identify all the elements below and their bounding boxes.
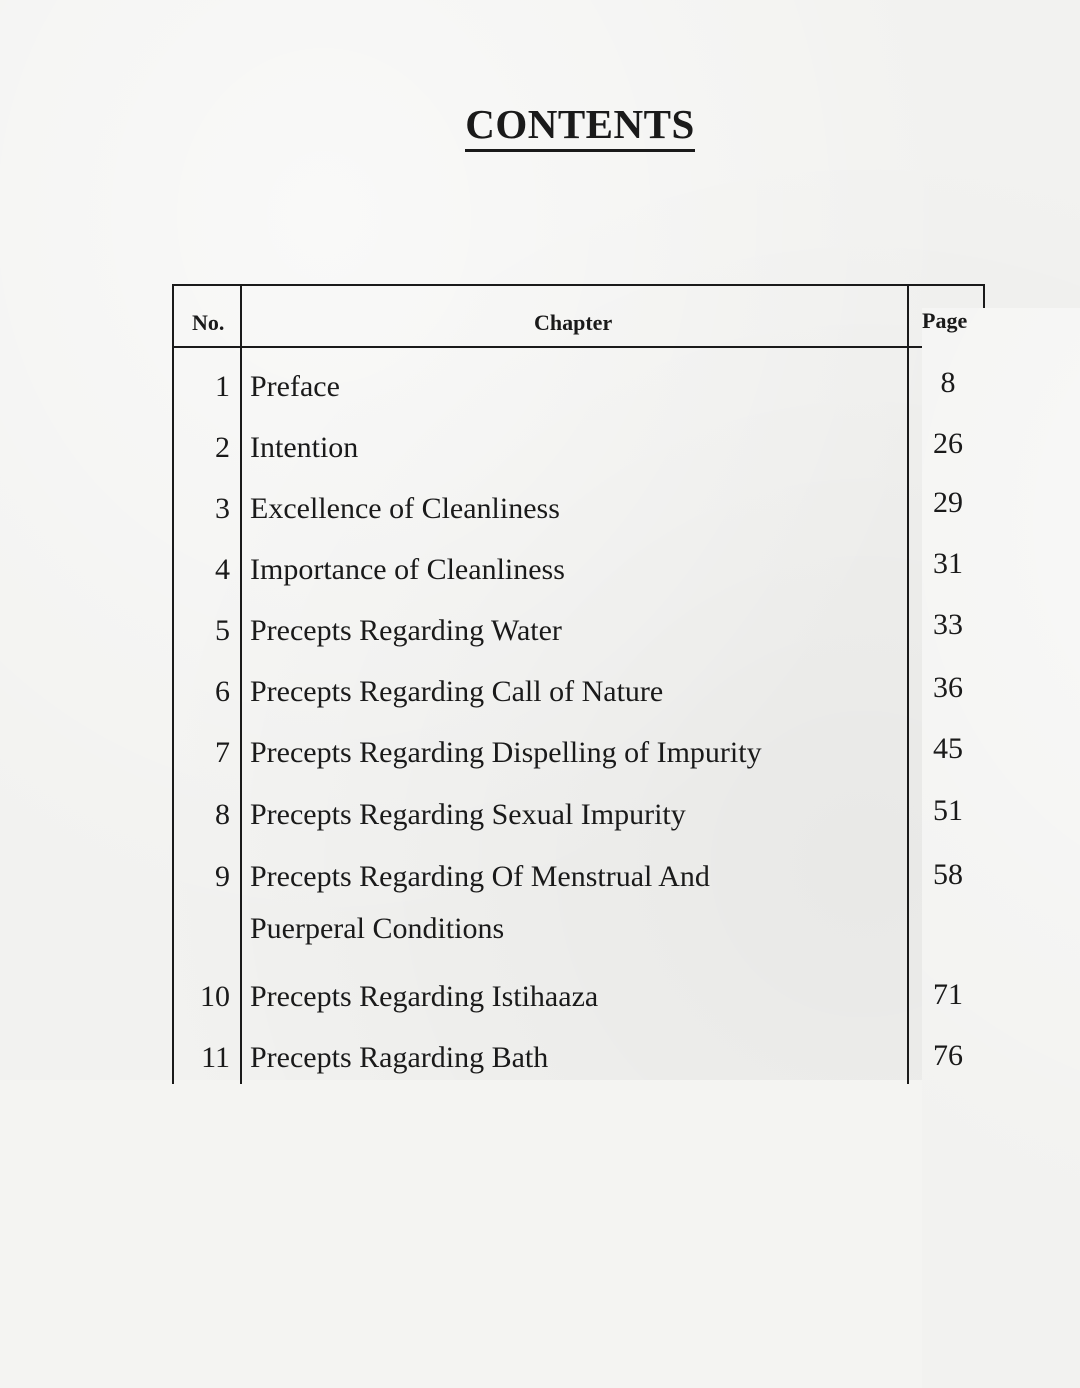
row-page: 36 [933,671,963,704]
row-page: 71 [933,978,963,1011]
row-chapter: Importance of Cleanliness [250,553,565,586]
row-chapter-line2: Puerperal Conditions [250,912,505,945]
row-page: 76 [933,1039,963,1072]
header-number: No. [192,310,225,335]
row-chapter: Precepts Regarding Dispelling of Impurity [250,736,762,769]
row-number: 1 [215,370,230,403]
row-number: 4 [215,553,230,586]
contents-title [0,100,1080,148]
row-page: 31 [933,547,963,580]
row-number: 2 [215,431,230,464]
contents-table [172,284,985,1084]
row-page: 58 [933,858,963,891]
contents-title-text: CONTENTS [465,101,695,152]
row-page: 29 [933,486,963,519]
header-divider [174,346,983,348]
row-chapter: Excellence of Cleanliness [250,492,560,525]
row-chapter: Precepts Regarding Water [250,614,562,647]
row-chapter: Preface [250,370,340,403]
row-number: 7 [215,736,230,769]
row-chapter [250,862,710,944]
row-number: 3 [215,492,230,525]
row-chapter: Precepts Regarding Call of Nature [250,675,664,708]
row-number: 10 [200,980,230,1013]
row-page: 33 [933,608,963,641]
row-page: 8 [940,366,956,399]
column-divider-number [240,286,242,1084]
row-page: 51 [933,794,963,827]
row-chapter: Precepts Regarding Sexual Impurity [250,798,686,831]
header-chapter: Chapter [534,310,613,335]
row-chapter-line1: Precepts Regarding Of Menstrual And [250,860,710,893]
row-number: 11 [201,1041,230,1074]
row-number: 6 [215,675,230,708]
row-number: 9 [215,860,230,893]
row-chapter: Intention [250,431,359,464]
row-page: 45 [933,732,963,765]
row-page: 26 [933,427,963,460]
row-number: 8 [215,798,230,831]
header-page: Page [922,308,1080,1388]
column-divider-page [907,286,909,1084]
row-chapter: Precepts Ragarding Bath [250,1041,549,1074]
row-chapter: Precepts Regarding Istihaaza [250,980,599,1013]
row-number: 5 [215,614,230,647]
